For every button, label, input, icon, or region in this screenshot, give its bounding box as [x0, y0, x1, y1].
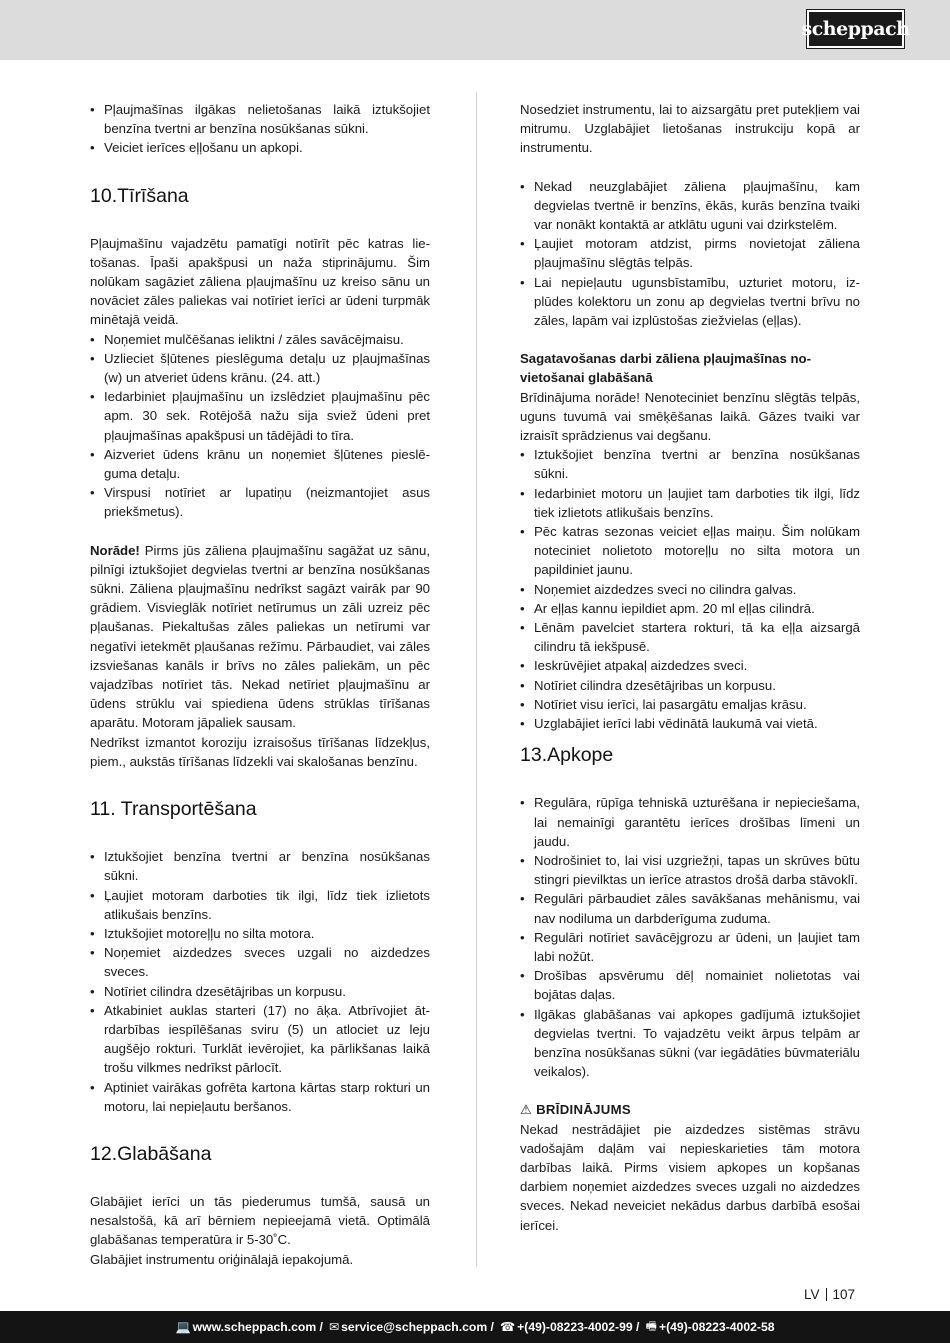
list-item: • Veiciet ierīces eļļošanu un apkopi. [90, 138, 430, 157]
left-column [90, 100, 430, 1269]
preparation-warning: Brīdinājuma norāde! Nenoteciniet benzīnu slēgtās telpās, uguns tuvumā vai smēķēšanas laikā. Gāzes tvaiki var izraisīt sprādzienus vai degšanu. [520, 389, 860, 444]
section-11-list [90, 847, 430, 1116]
warning-heading: ⚠ BRĪDINĀJUMS [520, 1102, 631, 1118]
list-item: • Noņemiet aizdedzes sveci no cilindra galvas. [520, 580, 860, 599]
footer-fax: +(49)-08223-4002-58 [658, 1320, 775, 1334]
storage-list [520, 177, 860, 331]
right-column [520, 100, 860, 1235]
list-item: • Aptiniet vairākas gofrēta kartona kārtas starp rokturi un motoru, lai nepieļautu beršanos. [90, 1078, 430, 1116]
footer-email[interactable]: service@scheppach.com / [341, 1320, 494, 1334]
list-item: • Lai nepieļautu ugunsbīstamību, uzturiet motoru, izplūdes kolektoru un zonu ap degvielas tvertni brīvu no zāles, lapām vai izplūstošas ziežvielas (eļļas). [520, 273, 860, 331]
list-item: • Iztukšojiet benzīna tvertni ar benzīna nosūkšanas sūkni. [90, 847, 430, 885]
list-item: • Ieskrūvējiet atpakaļ aizdedzes sveci. [520, 656, 860, 675]
list-item: • Ļaujiet motoram atdzist, pirms novietojat zāliena pļaujmašīnu slēgtās telpās. [520, 234, 860, 272]
list-item: • Notīriet cilindra dzesētājribas un korpusu. [520, 676, 860, 695]
section-13-heading: 13.Apkope [520, 744, 614, 767]
preparation-heading: Sagatavošanas darbi zāliena pļaujmašīnas novietošanai glabāšanā [520, 351, 811, 386]
list-item: • Iedarbiniet motoru un ļaujiet tam darboties tik ilgi, līdz tiek izlietots atlikušais benzīns. [520, 484, 860, 522]
column-divider [476, 92, 477, 1267]
intro-list [90, 100, 430, 158]
list-item: • Drošības apsvērumu dēļ nomainiet nolietotas vai bojātas daļas. [520, 966, 860, 1004]
section-12-heading: 12.Glabāšana [90, 1142, 212, 1165]
list-item: • Pļaujmašīnas ilgākas nelietošanas laikā iztukšojiet benzīna tvertni ar benzīna nosūkšanas sūkni. [90, 100, 430, 138]
section-12-paragraph-2: Glabājiet instrumentu oriģinālajā iepakojumā. [90, 1251, 354, 1267]
list-item: • Regulāri notīriet savācējgrozu ar ūdeni, un ļaujiet tam labi nožūt. [520, 928, 860, 966]
section-10-heading: 10.Tīrīšana [90, 184, 189, 207]
list-item: • Regulāri pārbaudiet zāles savākšanas mehānismu, vai nav nodiluma un darbderīguma zuduma. [520, 889, 860, 927]
warning-icon: ⚠ [520, 1102, 533, 1118]
footer-phone: +(49)-08223-4002-99 / [517, 1320, 640, 1334]
list-item: • Noņemiet aizdedzes sveces uzgali no aizdedzes sveces. [90, 943, 430, 981]
cleaning-note [90, 541, 430, 733]
list-item: • Notīriet visu ierīci, lai pasargātu emaljas krāsu. [520, 695, 860, 714]
scheppach-logo: scheppach [807, 10, 904, 48]
list-item: • Aizveriet ūdens krānu un noņemiet šļūtenes pieslēguma detaļu. [90, 445, 430, 483]
language-code: LV [804, 1287, 820, 1302]
list-item: • Noņemiet mulčēšanas ieliktni / zāles savācējmaisu. [90, 330, 430, 349]
section-13-list [520, 793, 860, 1081]
footer-website[interactable]: www.scheppach.com / [192, 1320, 323, 1334]
storage-paragraph: Nosedziet instrumentu, lai to aizsargātu pret putekļiem vai mitrumu. Uzglabājiet lietošanas instrukciju kopā ar instrumentu. [520, 102, 860, 156]
fax-icon: 🖷 [645, 1318, 657, 1333]
warning-text: Nekad nestrādājiet pie aizdedzes sistēmas strāvu vadošajām daļām vai nepieskarieties tām motora darbības laikā. Pirms visiem apkopes un kopšanas darbiem noņemiet aizdedzes sveces uzgali no aizdedzes sveces. Nekad neveiciet nekādus darbus darbībā esošai ierīcei. [520, 1121, 860, 1233]
list-item: • Notīriet cilindra dzesētājribas un korpusu. [90, 982, 430, 1001]
list-item: • Ilgākas glabāšanas vai apkopes gadījumā iztukšojiet degvielas tvertni. To vajadzētu veikt ārpus telpām ar benzīna nosūkšanas sūkni (var iegādāties būvmateriālu veikalos). [520, 1005, 860, 1082]
list-item: • Iedarbiniet pļaujmašīnu un izslēdziet pļaujmašīnu pēc apm. 30 sek. Rotējošā nažu sija sviež ūdeni pret pļaujmašīnas apakšpusi un tādējādi to tīra. [90, 387, 430, 445]
section-10-paragraph: Pļaujmašīnu vajadzētu pamatīgi notīrīt pēc katras lietošanas. Īpaši apakšpusi un naža stiprinājumu. Šim nolūkam sagāziet zāliena pļaujmašīnu uz kreiso sānu un novāciet zāles paliekas vai notīriet ierīci ar ūdeni turpmāk minētajā veidā. [90, 235, 430, 328]
list-item: • Regulāra, rūpīga tehniskā uzturēšana ir nepieciešama, lai nemainīgi garantētu ierīces drošības līmeni un jaudu. [520, 793, 860, 851]
list-item: • Iztukšojiet motoreļļu no silta motora. [90, 924, 430, 943]
section-12-paragraph: Glabājiet ierīci un tās piederumus tumšā, sausā un nesalstošā, kā arī bērniem nepieejamā vietā. Optimālā glabāšanas temperatūra ir 5-30˚C. [90, 1193, 430, 1248]
preparation-list [520, 445, 860, 733]
list-item: • Iztukšojiet benzīna tvertni ar benzīna nosūkšanas sūkni. [520, 445, 860, 483]
list-item: • Ar eļļas kannu iepildiet apm. 20 ml eļļas cilindrā. [520, 599, 860, 618]
header-band [0, 0, 950, 60]
list-item: • Nekad neuzglabājiet zāliena pļaujmašīnu, kam degvielas tvertnē ir benzīns, ēkās, kurās benzīna tvaiki var nonākt kontaktā ar atklātu uguni vai dzirkstelēm. [520, 177, 860, 235]
note-text: Pirms jūs zāliena pļaujmašīnu sagāžat uz sānu, pilnīgi iztukšojiet degvielas tvertni ar benzīna nosūkšanas sūkni. Zāliena pļaujmašīnu nedrīkst sagāzt vairāk par 90 grādiem. Visvieglāk notīriet netīrumus un zāli uzreiz pēc pļaušanas. Piekaltušas zāles paliekas un netīrumi var negatīvi ietekmēt pļaušanas režīmu. Pārbaudiet, vai zāles izsviešanas kanāls ir brīvs no zāles paliekām, un pēc vajadzības notīriet tās. Nekad netīriet pļaujmašīnu ar ūdens strūklu vai spiediena ūdens strūklas tīrīšanas aparātu. Motoram jāpaliek sausam. [90, 542, 430, 731]
note-label: Norāde! [90, 542, 140, 558]
footer-contact-bar [0, 1311, 950, 1343]
page-num: 107 [832, 1287, 856, 1302]
list-item: • Nodrošiniet to, lai visi uzgriežņi, tapas un skrūves būtu stingri pievilktas un ierīce atrastos drošā darba stāvoklī. [520, 851, 860, 889]
page-number [804, 1287, 855, 1302]
list-item: • Virspusi notīriet ar lupatiņu (neizmantojiet asus priekšmetus). [90, 483, 430, 521]
list-item: • Uzlieciet šļūtenes pieslēguma detaļu uz pļaujmašīnas (w) un atveriet ūdens krānu. (24. att.) [90, 349, 430, 387]
list-item: • Pēc katras sezonas veiciet eļļas maiņu. Šim nolūkam noteciniet nolietoto motoreļļu no silta motora un papildiniet jaunu. [520, 522, 860, 580]
list-item: • Atkabiniet auklas starteri (17) no āķa. Atbrīvojiet ātrdarbības iespīlēšanas sviru (5) un atlociet uz leju augšējo rokturi. Turklāt ievērojiet, ka pārlikšanas laikā trošu vilkmes nedrīkst pārlocīt. [90, 1001, 430, 1078]
cleaning-note-2: Nedrīkst izmantot koroziju izraisošus tīrīšanas līdzekļus, piem., aukstās tīrīšanas līdzekli vai skalošanas benzīnu. [90, 734, 430, 769]
computer-icon: 💻 [175, 1320, 191, 1334]
section-10-list [90, 330, 430, 522]
list-item: • Ļaujiet motoram darboties tik ilgi, līdz tiek izlietots atlikušais benzīns. [90, 886, 430, 924]
mail-icon: ✉ [328, 1320, 340, 1334]
list-item: • Lēnām pavelciet startera rokturi, tā ka eļļa aizsargā cilindru tā iekšpusē. [520, 618, 860, 656]
list-item: • Uzglabājiet ierīci labi vēdinātā laukumā vai vietā. [520, 714, 860, 733]
phone-icon: ☎ [499, 1320, 516, 1334]
section-11-heading: 11. Transportēšana [90, 798, 257, 821]
